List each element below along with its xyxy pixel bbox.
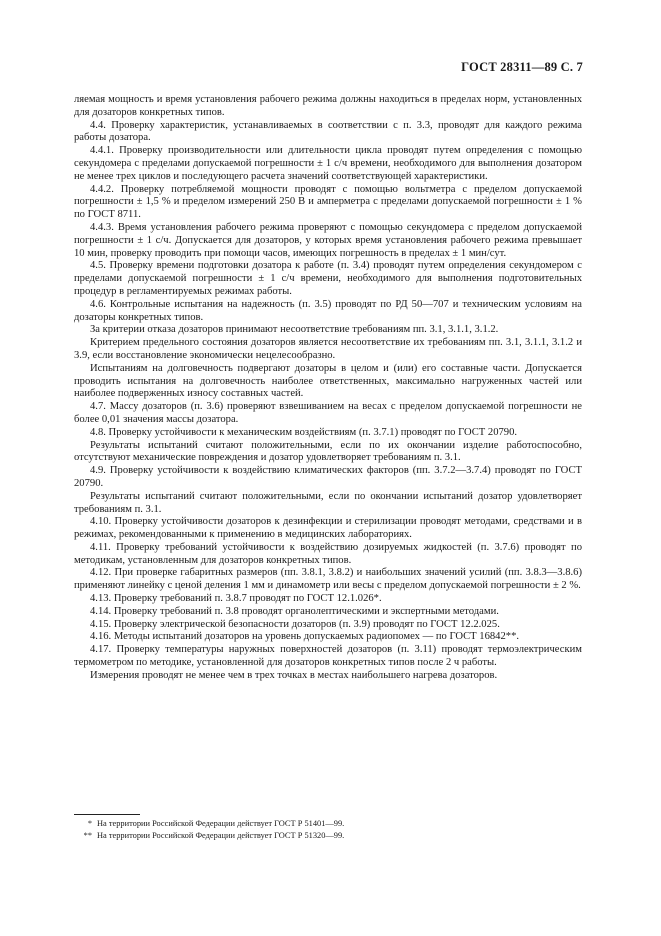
- paragraph-4-4-3: 4.4.3. Время установления рабочего режима проверяют с помощью секундомера с пределом допускаемой погрешности ± 1 с/ч. Допускается для дозаторов, у которых время установления рабочего режима превышает 10 мин, проверку проводить при помощи часов, имеющих погрешность в пределах ± 1 мин/сут.: [74, 221, 582, 259]
- footnote-2: [74, 830, 582, 842]
- document-body: [74, 94, 582, 683]
- paragraph-4-8: 4.8. Проверку устойчивости к механическим воздействиям (п. 3.7.1) проводят по ГОСТ 20790.: [90, 426, 518, 438]
- paragraph-4-12: 4.12. При проверке габаритных размеров (пп. 3.8.1, 3.8.2) и наибольших значений усилий (пп. 3.8.3—3.8.6) применяют линейку с ценой деления 1 мм и динамометр или весы с пределом допускаемой погрешности ± 2 %.: [74, 567, 582, 592]
- paragraph-results-1: Результаты испытаний считают положительными, если по их окончании изделие работоспособно, отсутствуют механические повреждения и дозатор удовлетворяет требованиям п. 3.1.: [74, 439, 582, 464]
- paragraph-4-6: 4.6. Контрольные испытания на надежность (п. 3.5) проводят по РД 50—707 и техническим условиям на дозаторы конкретных типов.: [74, 298, 582, 323]
- footnote-1: [74, 818, 582, 830]
- paragraph-4-10: 4.10. Проверку устойчивости дозаторов к дезинфекции и стерилизации проводят методами, средствами и в режимах, рекомендованными к применению в медицинских лабораториях.: [74, 516, 582, 541]
- footnote-divider: [74, 814, 140, 815]
- paragraph-failure-criteria: За критерии отказа дозаторов принимают несоответствие требованиям пп. 3.1, 3.1.1, 3.1.2.: [90, 324, 499, 336]
- paragraph-limit-state: Критерием предельного состояния дозаторов является несоответствие их требованиям пп. 3.1, 3.1.1, 3.1.2 и 3.9, если восстановление экономически нецелесообразно.: [74, 337, 582, 361]
- paragraph-4-4-1: 4.4.1. Проверку производительности или длительности цикла проводят путем определения с помощью секундомера с пределами допускаемой погрешности ± 1 с/ч времени, необходимого для выполнения дозатором не менее трех циклов и последующего расчета значений соответствующей характеристики.: [74, 145, 582, 182]
- paragraph-4-13: 4.13. Проверку требований п. 3.8.7 проводят по ГОСТ 12.1.026*.: [90, 593, 382, 605]
- paragraph-measurements: Измерения проводят не менее чем в трех точках в местах наибольшего нагрева дозаторов.: [90, 669, 498, 681]
- paragraph-durability: Испытаниям на долговечность подвергают дозаторы в целом и (или) его составные части. Допускается проводить испытания на долговечность наиболее ответственных, максимально нагруженных частей или наиболее подверженных износу составных частей.: [74, 362, 582, 400]
- paragraph-4-15: 4.15. Проверку электрической безопасности дозаторов (п. 3.9) проводят по ГОСТ 12.2.025.: [90, 618, 500, 630]
- paragraph-4-11: 4.11. Проверку требований устойчивости к воздействию дозируемых жидкостей (п. 3.7.6) проводят по методикам, установленным для дозаторов конкретных типов.: [74, 541, 582, 566]
- paragraph-results-2: Результаты испытаний считают положительными, если по окончании испытаний дозатор удовлетворяет требованиям п. 3.1.: [74, 490, 582, 515]
- footnote-text: На территории Российской Федерации действует ГОСТ Р 51320—99.: [97, 831, 345, 840]
- paragraph-4-7: 4.7. Массу дозаторов (п. 3.6) проверяют взвешиванием на весах с пределом допускаемой погрешности не более 0,01 значения массы дозатора.: [74, 401, 582, 425]
- paragraph-4-9: 4.9. Проверку устойчивости к воздействию климатических факторов (пп. 3.7.2—3.7.4) проводят по ГОСТ 20790.: [74, 465, 582, 489]
- page-header: ГОСТ 28311—89 С. 7: [461, 60, 583, 74]
- paragraph-4-16: 4.16. Методы испытаний дозаторов на уровень допускаемых радиопомех — по ГОСТ 16842**.: [90, 631, 520, 643]
- paragraph-4-4-2: 4.4.2. Проверку потребляемой мощности проводят с помощью вольтметра с пределом допускаемой погрешности ± 1,5 % и пределом измерений 250 В и амперметра с пределами допускаемой погрешности ± 1 % по ГОСТ 8711.: [74, 183, 582, 221]
- footnote-mark: *: [87, 819, 92, 828]
- paragraph-4-17: 4.17. Проверку температуры наружных поверхностей дозаторов (п. 3.11) проводят термоэлектрическим термометром по методике, установленной для дозаторов конкретных типов после 2 ч работы.: [74, 644, 582, 669]
- paragraph-4-14: 4.14. Проверку требований п. 3.8 проводят органолептическими и экспертными методами.: [90, 605, 499, 617]
- footnote-mark: **: [83, 831, 92, 840]
- paragraph-cont: ляемая мощность и время установления рабочего режима должны находиться в пределах норм, установленных для дозаторов конкретных типов.: [74, 94, 582, 118]
- paragraph-4-5: 4.5. Проверку времени подготовки дозатора к работе (п. 3.4) проводят путем определения секундомером с пределами допускаемой погрешности ± 1 с/ч времени, необходимого для выполнения подготовительных процедур в регламентируемых режимах работы.: [74, 260, 582, 297]
- footnote-text: На территории Российской Федерации действует ГОСТ Р 51401—99.: [97, 819, 345, 828]
- paragraph-4-4: 4.4. Проверку характеристик, устанавливаемых в соответствии с п. 3.3, проводят для каждого режима работы дозатора.: [74, 119, 582, 144]
- footnotes: [74, 818, 582, 842]
